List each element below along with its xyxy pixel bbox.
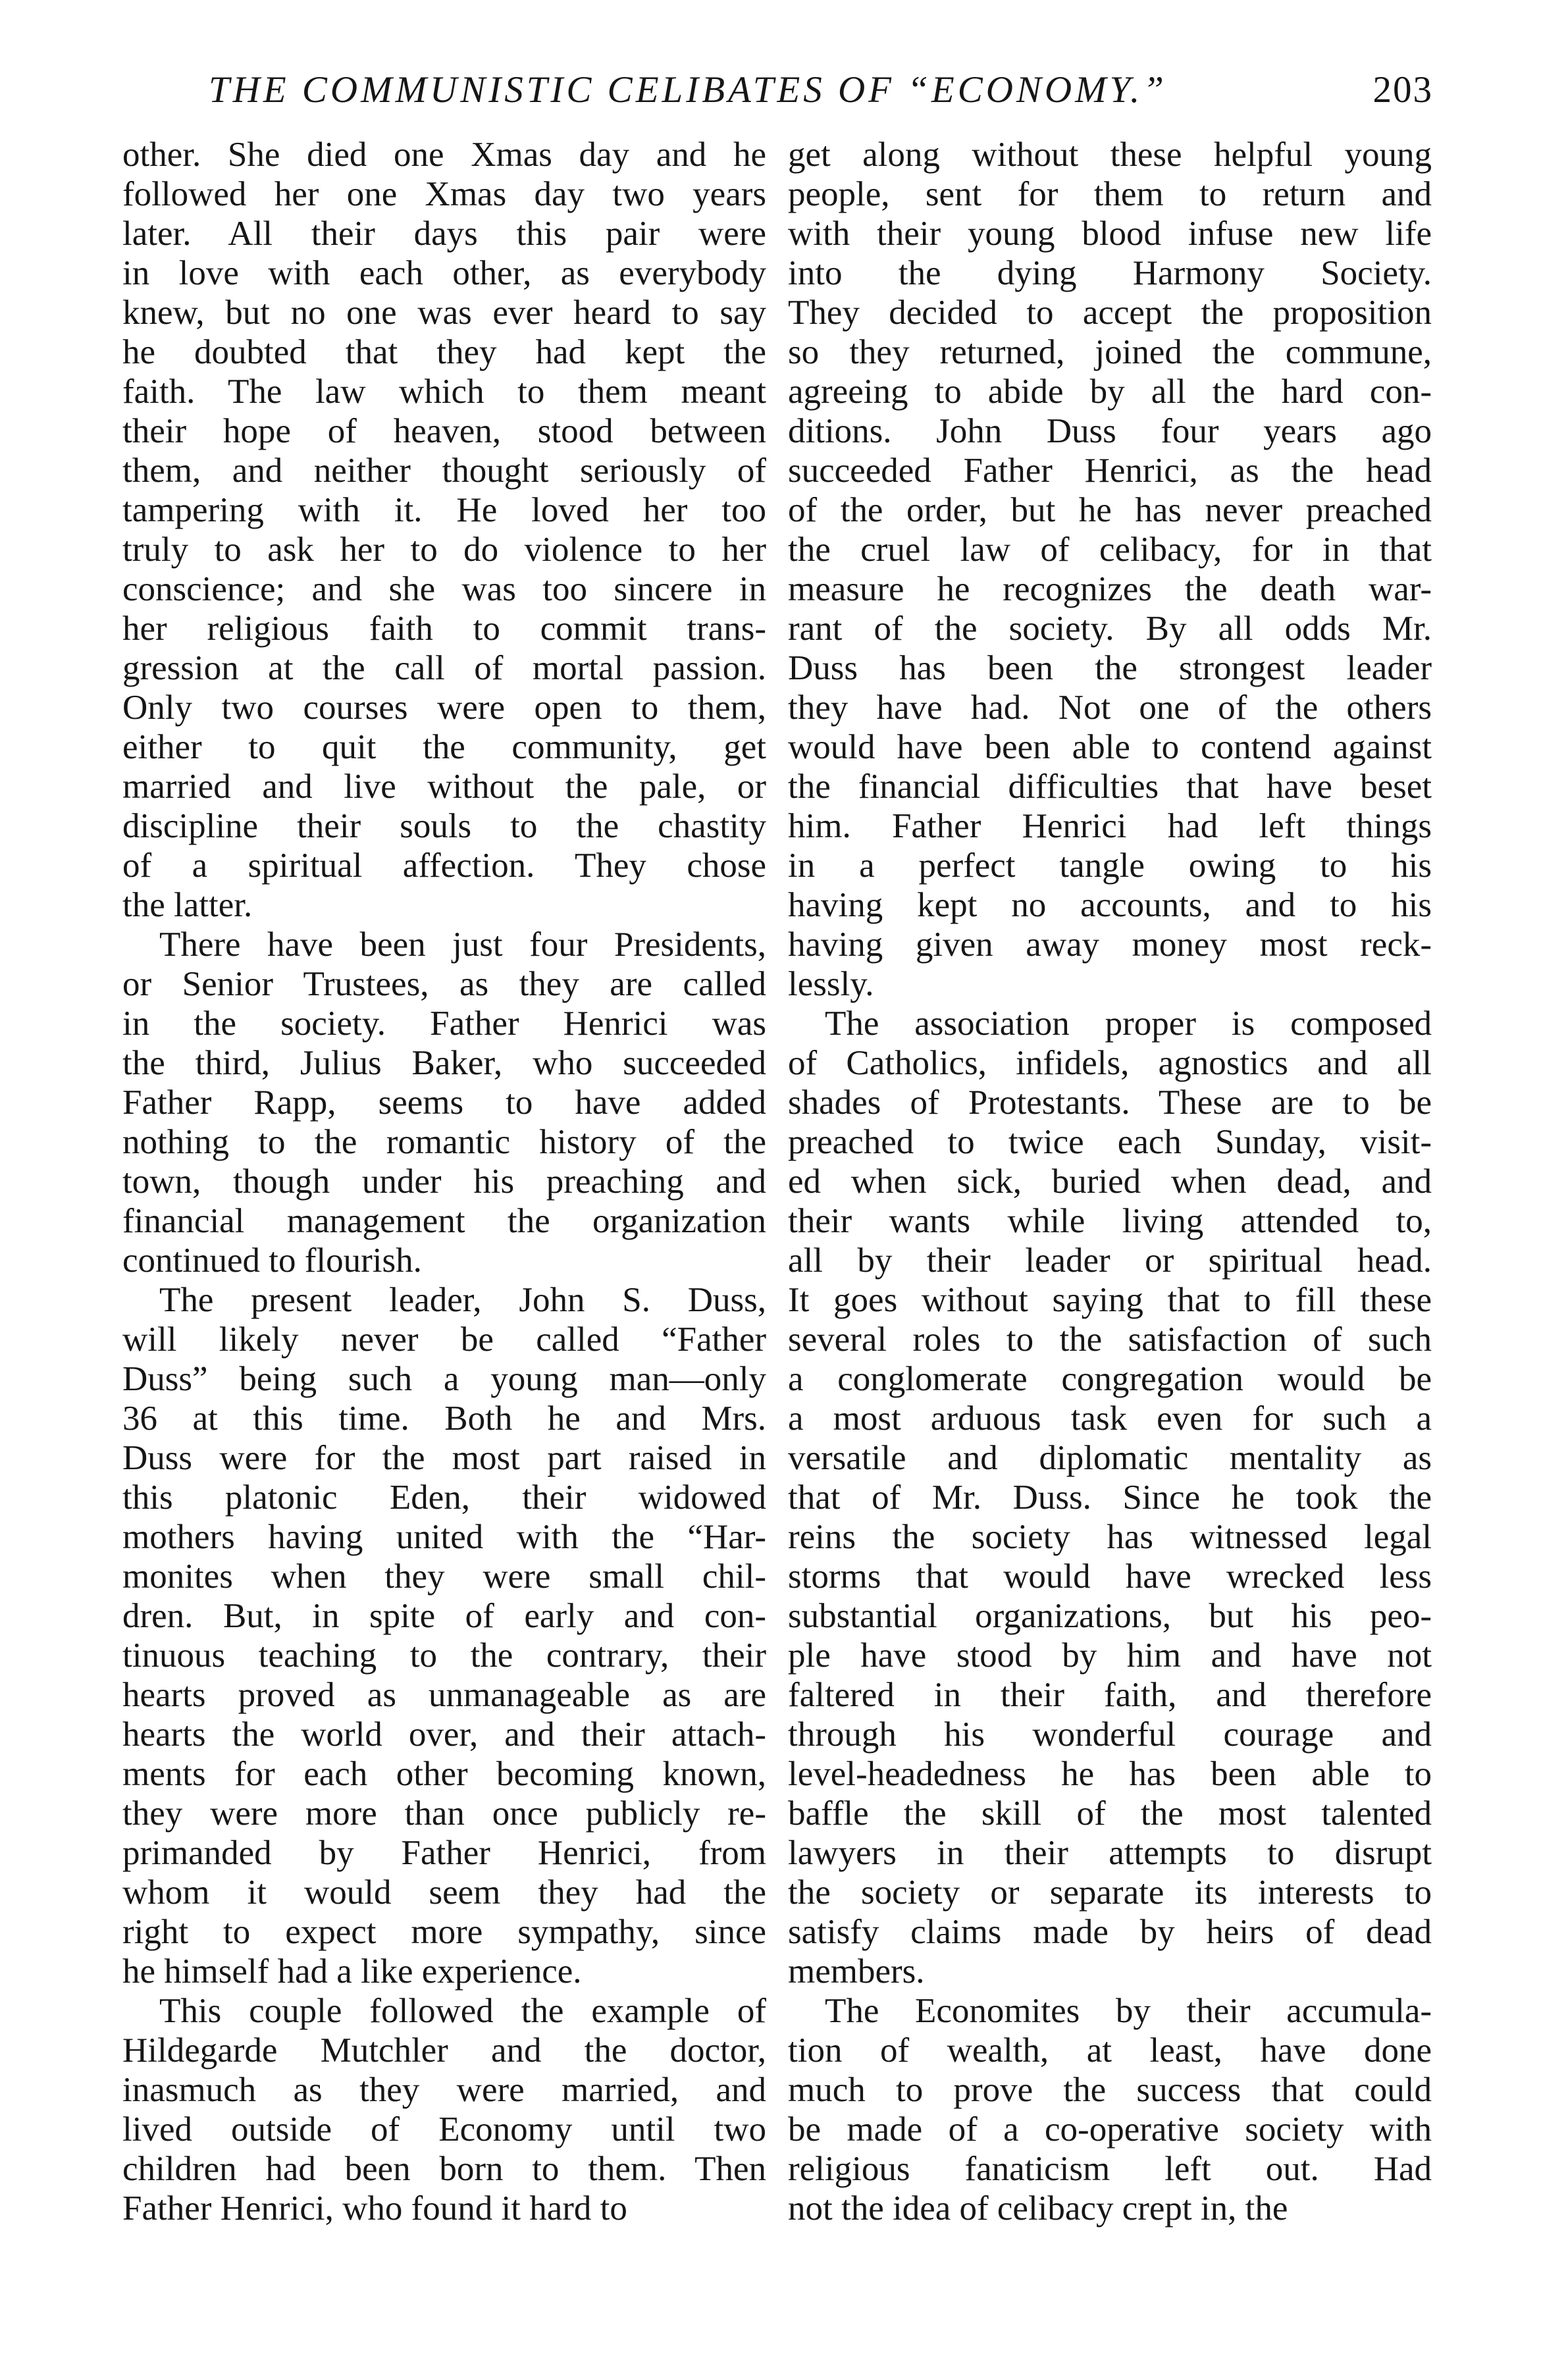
text-line: married and live without the pale, or	[122, 768, 766, 806]
text-line: conscience; and she was too sincere in	[122, 570, 766, 608]
text-line: in the society. Father Henrici was	[122, 1004, 766, 1043]
text-line: This couple followed the example of	[159, 1992, 766, 2030]
text-line: lawyers in their attempts to disrupt	[788, 1834, 1432, 1872]
text-line: religious fanaticism left out. Had	[788, 2150, 1432, 2188]
text-line: into the dying Harmony Society.	[788, 254, 1432, 292]
text-line: all by their leader or spiritual head.	[788, 1241, 1432, 1280]
text-line: will likely never be called “Father	[122, 1320, 766, 1359]
text-line: in a perfect tangle owing to his	[788, 847, 1432, 885]
text-line: Hildegarde Mutchler and the doctor,	[122, 2031, 766, 2070]
text-line: right to expect more sympathy, since	[122, 1913, 766, 1951]
text-line: the latter.	[122, 886, 253, 924]
text-line: the cruel law of celibacy, for in that	[788, 531, 1432, 569]
text-line: their hope of heaven, stood between	[122, 412, 766, 450]
text-line: get along without these helpful young	[788, 136, 1432, 174]
text-line: the society or separate its interests to	[788, 1873, 1432, 1912]
text-line: There have been just four Presidents,	[159, 926, 766, 964]
text-line: baffle the skill of the most talented	[788, 1794, 1432, 1833]
text-line: him. Father Henrici had left things	[788, 807, 1432, 845]
text-line: he himself had a like experience.	[122, 1952, 582, 1991]
text-line: level-headedness he has been able to	[788, 1755, 1432, 1793]
text-line: several roles to the satisfaction of such	[788, 1320, 1432, 1359]
right-column	[788, 135, 1432, 2228]
text-line: ple have stood by him and have not	[788, 1636, 1432, 1675]
text-line: ditions. John Duss four years ago	[788, 412, 1432, 450]
text-line: preached to twice each Sunday, visit-	[788, 1123, 1432, 1161]
paragraph	[122, 1991, 766, 2228]
text-line: either to quit the community, get	[122, 728, 766, 766]
paragraph	[122, 135, 766, 925]
text-line: Duss” being such a young man—only	[122, 1360, 766, 1398]
text-line: other. She died one Xmas day and he	[122, 136, 766, 174]
text-line: succeeded Father Henrici, as the head	[788, 452, 1432, 490]
text-line: of Catholics, infidels, agnostics and all	[788, 1044, 1432, 1082]
text-line: people, sent for them to return and	[788, 175, 1432, 213]
page-number: 203	[1372, 69, 1433, 111]
text-line: ments for each other becoming known,	[122, 1755, 766, 1793]
text-line: hearts proved as unmanageable as are	[122, 1676, 766, 1714]
text-line: the third, Julius Baker, who succeeded	[122, 1044, 766, 1082]
text-line: or Senior Trustees, as they are called	[122, 965, 766, 1003]
text-line: members.	[788, 1952, 925, 1991]
running-head	[0, 61, 1568, 120]
text-line: shades of Protestants. These are to be	[788, 1083, 1432, 1122]
text-line: dren. But, in spite of early and con-	[122, 1597, 766, 1635]
left-column	[122, 135, 766, 2228]
text-line: financial management the organization	[122, 1202, 766, 1240]
text-line: the financial difficulties that have beset	[788, 768, 1432, 806]
text-line: inasmuch as they were married, and	[122, 2071, 766, 2109]
text-line: not the idea of celibacy crept in, the	[788, 2189, 1288, 2228]
text-line: town, though under his preaching and	[122, 1162, 766, 1201]
text-line: storms that would have wrecked less	[788, 1557, 1432, 1596]
text-line: Duss were for the most part raised in	[122, 1439, 766, 1477]
text-line: would have been able to contend against	[788, 728, 1432, 766]
text-line: faltered in their faith, and therefore	[788, 1676, 1432, 1714]
text-line: The present leader, John S. Duss,	[159, 1281, 766, 1319]
text-line: mothers having united with the “Har-	[122, 1518, 766, 1556]
text-line: a conglomerate congregation would be	[788, 1360, 1432, 1398]
text-line: with their young blood infuse new life	[788, 215, 1432, 253]
text-line: knew, but no one was ever heard to say	[122, 294, 766, 332]
running-title: THE COMMUNISTIC CELIBATES OF “ECONOMY.”	[208, 69, 1167, 111]
text-line: The association proper is composed	[825, 1004, 1432, 1043]
text-line: agreeing to abide by all the hard con-	[788, 373, 1432, 411]
text-line: substantial organizations, but his peo-	[788, 1597, 1432, 1635]
text-line: monites when they were small chil-	[122, 1557, 766, 1596]
text-line: tion of wealth, at least, have done	[788, 2031, 1432, 2070]
text-line: so they returned, joined the commune,	[788, 333, 1432, 371]
text-line: hearts the world over, and their attach-	[122, 1715, 766, 1754]
paragraph	[788, 1991, 1432, 2228]
paragraph	[788, 135, 1432, 1004]
text-line: nothing to the romantic history of the	[122, 1123, 766, 1161]
text-line: 36 at this time. Both he and Mrs.	[122, 1399, 766, 1438]
text-line: satisfy claims made by heirs of dead	[788, 1913, 1432, 1951]
text-line: discipline their souls to the chastity	[122, 807, 766, 845]
text-line: They decided to accept the proposition	[788, 294, 1432, 332]
text-line: gression at the call of mortal passion.	[122, 649, 766, 687]
text-line: their wants while living attended to,	[788, 1202, 1432, 1240]
text-line: in love with each other, as everybody	[122, 254, 766, 292]
text-line: Only two courses were open to them,	[122, 689, 766, 727]
text-line: truly to ask her to do violence to her	[122, 531, 766, 569]
text-line: through his wonderful courage and	[788, 1715, 1432, 1754]
paragraph	[122, 925, 766, 1280]
text-line: a most arduous task even for such a	[788, 1399, 1432, 1438]
text-line: Father Henrici, who found it hard to	[122, 2189, 627, 2228]
text-line: measure he recognizes the death war-	[788, 570, 1432, 608]
text-line: they were more than once publicly re-	[122, 1794, 766, 1833]
text-line: lived outside of Economy until two	[122, 2110, 766, 2149]
text-line: having given away money most reck-	[788, 926, 1432, 964]
text-line: this platonic Eden, their widowed	[122, 1478, 766, 1517]
text-line: Duss has been the strongest leader	[788, 649, 1432, 687]
text-line: whom it would seem they had the	[122, 1873, 766, 1912]
text-line: reins the society has witnessed legal	[788, 1518, 1432, 1556]
text-line: versatile and diplomatic mentality as	[788, 1439, 1432, 1477]
text-line: her religious faith to commit trans-	[122, 610, 766, 648]
text-line: of a spiritual affection. They chose	[122, 847, 766, 885]
text-line: Father Rapp, seems to have added	[122, 1083, 766, 1122]
text-line: of the order, but he has never preached	[788, 491, 1432, 529]
text-line: they have had. Not one of the others	[788, 689, 1432, 727]
text-line: them, and neither thought seriously of	[122, 452, 766, 490]
text-line: faith. The law which to them meant	[122, 373, 766, 411]
text-line: The Economites by their accumula-	[825, 1992, 1432, 2030]
text-line: rant of the society. By all odds Mr.	[788, 610, 1432, 648]
text-line: children had been born to them. Then	[122, 2150, 766, 2188]
text-line: much to prove the success that could	[788, 2071, 1432, 2109]
text-line: be made of a co-operative society with	[788, 2110, 1432, 2149]
text-line: he doubted that they had kept the	[122, 333, 766, 371]
text-line: It goes without saying that to fill these	[788, 1281, 1432, 1319]
text-line: having kept no accounts, and to his	[788, 886, 1432, 924]
paragraph	[788, 1004, 1432, 1991]
paragraph	[122, 1280, 766, 1991]
text-line: tampering with it. He loved her too	[122, 491, 766, 529]
text-line: later. All their days this pair were	[122, 215, 766, 253]
text-line: primanded by Father Henrici, from	[122, 1834, 766, 1872]
text-line: lessly.	[788, 965, 874, 1003]
text-line: continued to flourish.	[122, 1241, 422, 1280]
text-line: followed her one Xmas day two years	[122, 175, 766, 213]
text-line: ed when sick, buried when dead, and	[788, 1162, 1432, 1201]
text-line: that of Mr. Duss. Since he took the	[788, 1478, 1432, 1517]
text-line: tinuous teaching to the contrary, their	[122, 1636, 766, 1675]
